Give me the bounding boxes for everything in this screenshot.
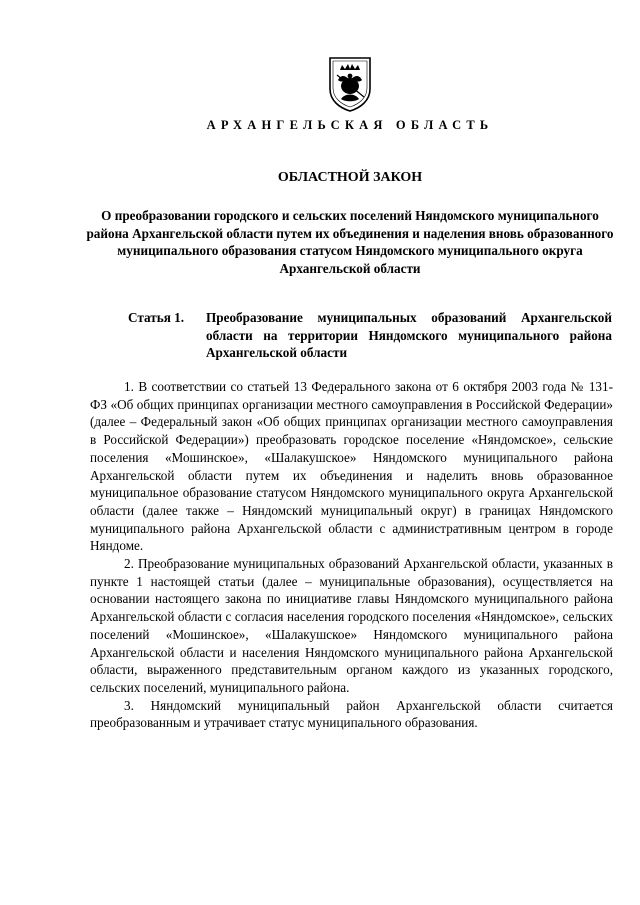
article-body xyxy=(90,378,613,732)
article-number: Статья 1. xyxy=(128,310,185,325)
law-type-heading: ОБЛАСТНОЙ ЗАКОН xyxy=(277,170,423,185)
law-title: О преобразовании городского и сельских поселений Няндомского муниципального района Архангельской области путем их объединения и наделения вновь образованного муниципального образования статусом Няндомского муниципального округа Архангельской области xyxy=(86,208,614,276)
article-heading-block xyxy=(128,309,612,362)
paragraph: 2. Преобразование муниципальных образований Архангельской области, указанных в пункте 1 настоящей статьи (далее – муниципальные образования), осуществляется на основании настоящего закона по инициативе главы Няндомского муниципального района Архангельской области с согласия населения городского поселения «Няндомское», сельских поселений «Мошинское», «Шалакушское» Няндомского муниципального района Архангельской области и населения Няндомского муниципального района Архангельской области, выраженного представительным органом каждого из указанных городского, сельских поселений, муниципального района. xyxy=(90,556,613,695)
paragraph: 3. Няндомский муниципальный район Архангельской области считается преобразованным и утрачивает статус муниципального образования. xyxy=(90,697,613,731)
article-title: Преобразование муниципальных образований Архангельской области на территории Няндомского муниципального района Архангельской области xyxy=(206,310,612,360)
paragraph: 1. В соответствии со статьей 13 Федерального закона от 6 октября 2003 года № 131-ФЗ «Об общих принципах организации местного самоуправления в Российской Федерации» (далее – Федеральный закон «Об общих принципах организации местного самоуправления в Российской Федерации») преобразовать городское поселение «Няндомское», сельские поселения «Мошинское», «Шалакушское» Няндомского муниципального района Архангельской области путем их объединения и наделить вновь образованное муниципальное образование статусом Няндомского муниципального округа Архангельской области (далее также – Няндомский муниципальный округ) в границах Няндомского муниципального района Архангельской области с административным центром в городе Няндоме. xyxy=(90,379,613,554)
region-title: АРХАНГЕЛЬСКАЯ ОБЛАСТЬ xyxy=(206,118,494,132)
arkhangelsk-coat-of-arms-icon xyxy=(327,55,373,113)
